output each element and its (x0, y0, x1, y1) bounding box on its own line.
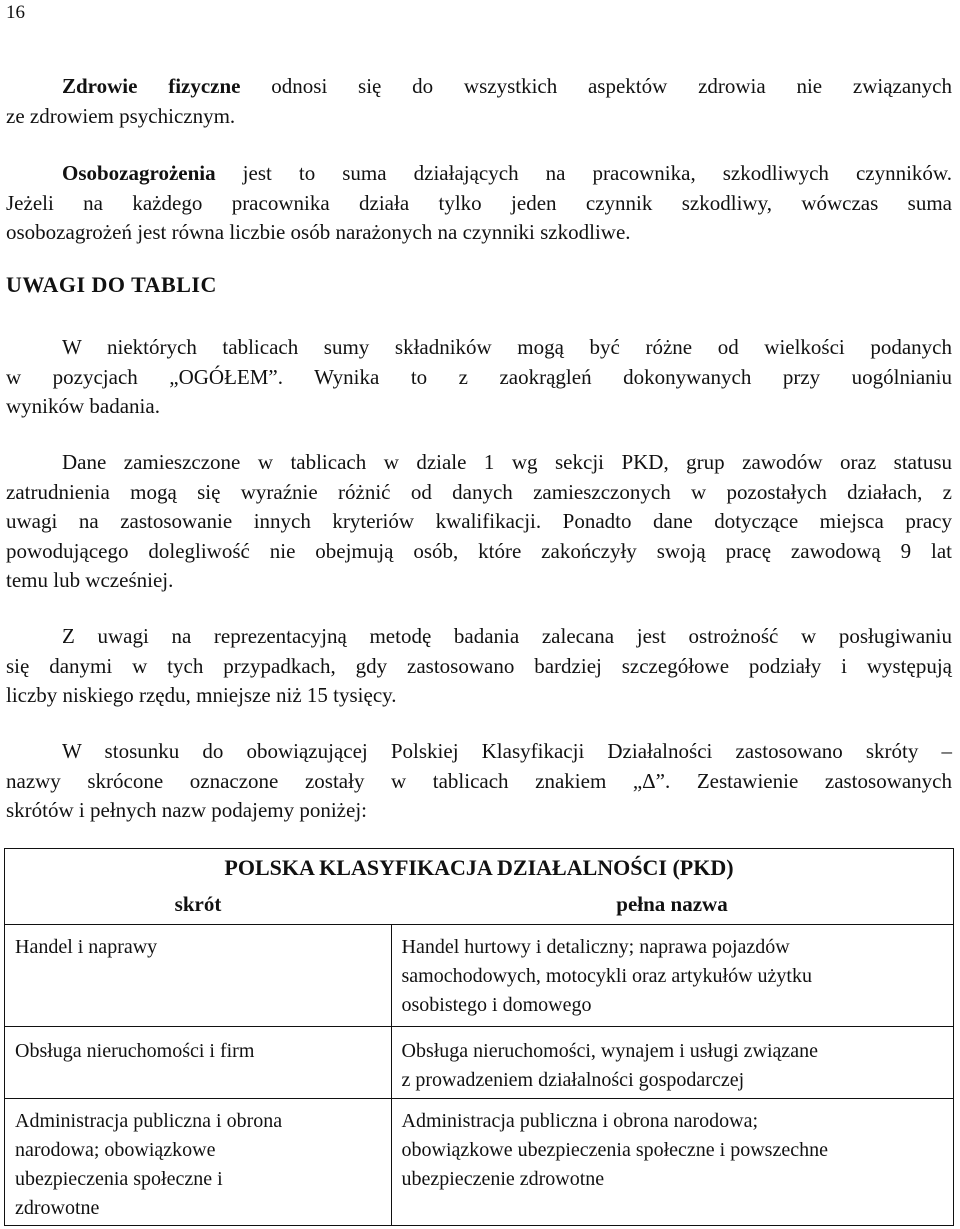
paragraph-data-differences: Dane zamieszczone w tablicach w dziale 1 wg sekcji PKD, grup zawodów oraz statusu zatrudnienia mogą się wyraźnie różnić od danych zamieszczonych w pozostałych działach, z uwagi na zastosowanie innych kryteriów kwalifikacji. Ponadto dane dotyczące miejsca pracy powodującego dolegliwość nie obejmują osób, które zakończyły swoją pracę zawodową 9 lat temu lub wcześniej. (6, 450, 952, 592)
full-name: Handel hurtowy i detaliczny; naprawa pojazdów (401, 936, 790, 958)
paragraph-abbreviations: W stosunku do obowiązującej Polskiej Klasyfikacji Działalności zastosowano skróty – nazwy skrócone oznaczone zostały w tablicach znakiem „Δ”. Zestawienie zastosowanych skrótów i pełnych nazw podajemy poniżej: (6, 739, 952, 822)
paragraph-physical-health: Zdrowie fizyczne odnosi się do wszystkich aspektów zdrowia nie związanych ze zdrowiem psychicznym. (6, 74, 952, 128)
table-title: POLSKA KLASYFIKACJA DZIAŁALNOŚCI (PKD) (5, 849, 954, 885)
short-name: Handel i naprawy (15, 936, 158, 958)
paragraph-caution: Z uwagi na reprezentacyjną metodę badania zalecana jest ostrożność w posługiwaniu się danymi w tych przypadkach, gdy zastosowano bardziej szczegółowe podziały i występują liczby niskiego rzędu, mniejsze niż 15 tysięcy. (6, 624, 952, 707)
full-name: Administracja publiczna i obrona narodowa; (401, 1110, 759, 1132)
term-hazards: Osobozagrożenia (62, 161, 216, 185)
table-row (5, 1027, 954, 1099)
full-name: Obsługa nieruchomości, wynajem i usługi związane (401, 1040, 819, 1062)
term-physical-health: Zdrowie fizyczne (62, 74, 241, 98)
column-header-short: skrót (5, 885, 392, 925)
short-name: Administracja publiczna i obrona (15, 1110, 283, 1132)
table-row (5, 1099, 954, 1226)
full-name: obowiązkowe ubezpieczenia społeczne i powszechne (401, 1139, 828, 1161)
table-row (5, 925, 954, 1027)
short-name: ubezpieczenia społeczne i (15, 1168, 223, 1190)
short-name: zdrowotne (15, 1197, 100, 1219)
full-name: osobistego i domowego (401, 994, 592, 1016)
page-number: 16 (6, 2, 25, 23)
short-name: Obsługa nieruchomości i firm (15, 1040, 255, 1062)
full-name: z prowadzeniem działalności gospodarczej (401, 1069, 745, 1091)
full-name: ubezpieczenie zdrowotne (401, 1168, 605, 1190)
paragraph-table-notes: W niektórych tablicach sumy składników mogą być różne od wielkości podanych w pozycjach „OGÓŁEM”. Wynika to z zaokrągleń dokonywanych przy uogólnianiu wyników badania. (6, 335, 952, 418)
paragraph-hazards: Osobozagrożenia jest to suma działających na pracownika, szkodliwych czynników. Jeżeli na każdego pracownika działa tylko jeden czynnik szkodliwy, wówczas suma osobozagrożeń jest równa liczbie osób narażonych na czynniki szkodliwe. (6, 161, 952, 244)
column-header-full: pełna nazwa (391, 885, 954, 925)
pkd-abbreviations-table (4, 848, 954, 1226)
full-name: samochodowych, motocykli oraz artykułów użytku (401, 965, 812, 987)
section-heading: UWAGI DO TABLIC (6, 272, 217, 297)
short-name: narodowa; obowiązkowe (15, 1139, 216, 1161)
